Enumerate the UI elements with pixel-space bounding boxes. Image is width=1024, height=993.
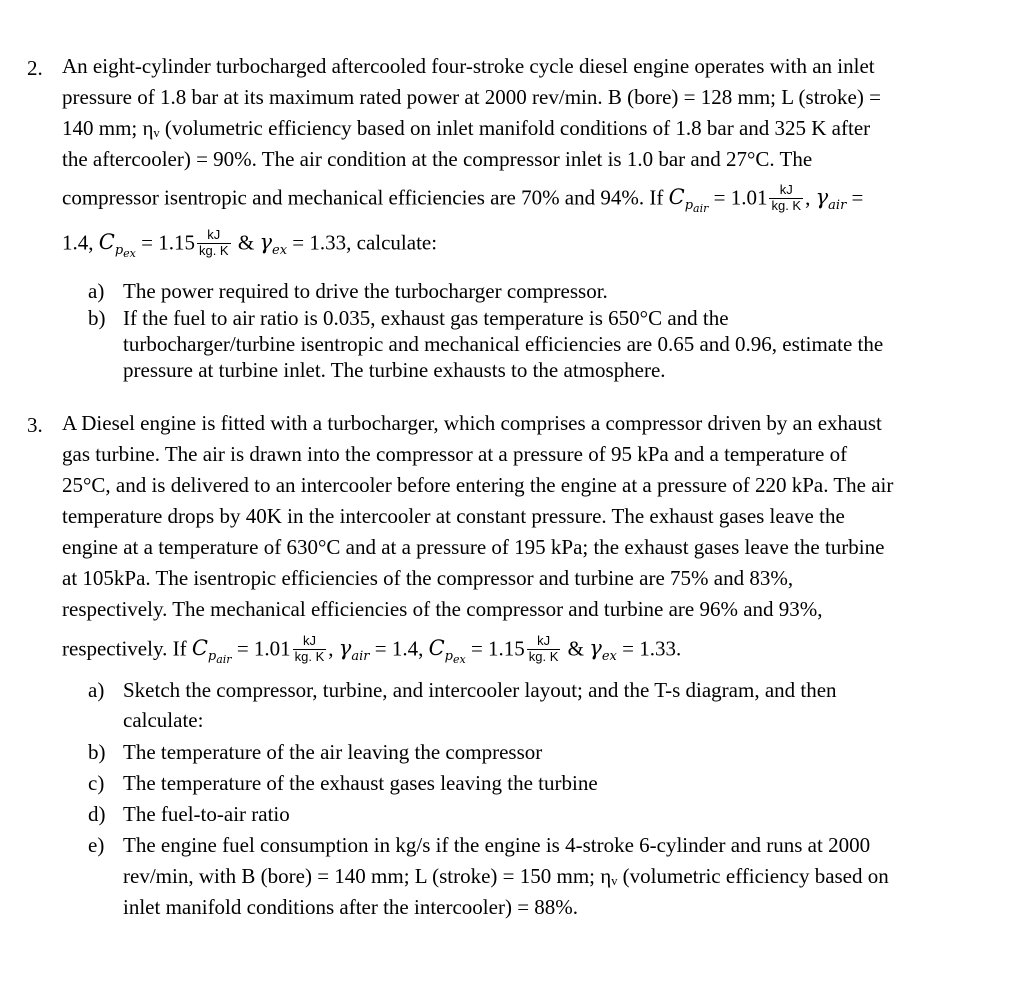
problem-2-line-4: the aftercooler) = 90%. The air condition at the compressor inlet is 1.0 bar and 27°C. The — [62, 147, 813, 171]
problem-2-part-b-label: b) — [88, 306, 106, 330]
unit-fraction-kj-kgk-2: $\frac{kJ}{kg. K}$ — [198, 227, 229, 258]
problem-3-line-5: engine at a temperature of 630°C and at a pressure of 195 kPa; the exhaust gases leave the turbine — [62, 535, 885, 559]
problem-3-line-4: temperature drops by 40K in the intercooler at constant pressure. The exhaust gases leave the — [62, 504, 845, 528]
unit-fraction-kj-kgk: $\frac{kJ}{kg. K}$ — [771, 182, 802, 213]
problem-3-part-e-line-3: inlet manifold conditions after the intercooler) = 88%. — [123, 895, 579, 919]
gamma-air-eq: = — [846, 185, 864, 210]
problem-3-part-b-label: b) — [88, 740, 106, 764]
problem-3-part-a-line-1: Sketch the compressor, turbine, and intercooler layout; and the T-s diagram, and then — [123, 678, 837, 702]
problem-2-part-a-line-1: The power required to drive the turbocharger compressor. — [123, 279, 608, 303]
problem-3-number: 3. — [27, 413, 43, 437]
cp-air-value: = 1.01 — [708, 185, 768, 210]
problem-2-part-b-line-1: If the fuel to air ratio is 0.035, exhaust gas temperature is 650°C and the — [123, 306, 729, 330]
unit-fraction-kj-kgk-3: $\frac{kJ}{kg. K}$ — [294, 633, 325, 664]
problem-3-part-c-label: c) — [88, 771, 105, 795]
cp-air-symbol: $C_{p_{air}}$ — [668, 185, 709, 216]
unit-fraction-kj-kgk-4: $\frac{kJ}{kg. K}$ — [528, 633, 559, 664]
problem-2-line-3: 140 mm; ηᵥ (volumetric efficiency based on inlet manifold conditions of 1.8 bar and 325 K after — [62, 116, 871, 140]
problem-2-line-6: 1.4, $C_{p_{ex}} = 1.15$ $\frac{kJ}{kg. K}$ & $\gamma_{ex} = 1.33$, calculate: — [62, 227, 438, 261]
problem-3-part-b-line-1: The temperature of the air leaving the compressor — [123, 740, 543, 764]
problem-2-line-2: pressure of 1.8 bar at its maximum rated power at 2000 rev/min. B (bore) = 128 mm; L (stroke) = — [62, 85, 881, 109]
problem-3-part-e-line-1: The engine fuel consumption in kg/s if the engine is 4-stroke 6-cylinder and runs at 2000 — [123, 833, 871, 857]
problem-3-part-a-line-2: calculate: — [123, 708, 204, 732]
problem-2-line-1: An eight-cylinder turbocharged aftercooled four-stroke cycle diesel engine operates with an inlet — [62, 54, 875, 78]
cp-ex-symbol-3: $C_{p_{ex}}$ — [428, 636, 466, 667]
problem-3-line-6: at 105kPa. The isentropic efficiencies of the compressor and turbine are 75% and 83%, — [62, 566, 794, 590]
problem-2-part-b-line-2: turbocharger/turbine isentropic and mechanical efficiencies are 0.65 and 0.96, estimate the — [123, 332, 884, 356]
problem-3-part-c-line-1: The temperature of the exhaust gases leaving the turbine — [123, 771, 598, 795]
problem-3-line-7: respectively. The mechanical efficiencies of the compressor and turbine are 96% and 93%, — [62, 597, 823, 621]
problem-3-part-e-line-2: rev/min, with B (bore) = 140 mm; L (stroke) = 150 mm; ηᵥ (volumetric efficiency based on — [123, 864, 889, 888]
problem-3-line-1: A Diesel engine is fitted with a turbocharger, which comprises a compressor driven by an exhaust — [62, 411, 882, 435]
problem-3-part-a-label: a) — [88, 678, 105, 702]
problem-2-line-5: compressor isentropic and mechanical efficiencies are 70% and 94%. If $C_{p_{air}} = 1.01$ $\frac{kJ}{kg. K}$ , $\gamma_{air}$ = — [62, 182, 864, 216]
cp-air-symbol-3: $C_{p_{air}}$ — [191, 636, 232, 667]
problem-3-line-2: gas turbine. The air is drawn into the compressor at a pressure of 95 kPa and a temperature of — [62, 442, 848, 466]
cp-ex-symbol: $C_{p_{ex}}$ — [98, 230, 136, 261]
problem-3-part-d-line-1: The fuel-to-air ratio — [123, 802, 290, 826]
problem-2-part-b-line-3: pressure at turbine inlet. The turbine exhausts to the atmosphere. — [123, 358, 666, 382]
problem-3-part-d-label: d) — [88, 802, 106, 826]
gamma-air-symbol-3: $\gamma_{air}$ — [338, 636, 370, 665]
cp-ex-value: = 1.15 — [135, 230, 195, 255]
problem-2-part-a-label: a) — [88, 279, 105, 303]
gamma-ex-symbol-3: $\gamma_{ex}$ — [589, 636, 617, 665]
problem-2-number: 2. — [27, 56, 43, 80]
problem-3-line-3: 25°C, and is delivered to an intercooler before entering the engine at a pressure of 220 kPa. The air — [62, 473, 894, 497]
problem-2-line-5-text: compressor isentropic and mechanical efficiencies are 70% and 94%. If — [62, 185, 669, 210]
gamma-ex-symbol: $\gamma_{ex}$ — [259, 230, 288, 259]
problem-3-part-e-label: e) — [88, 833, 105, 857]
gamma-air-symbol: $\gamma_{air}$ — [815, 185, 847, 214]
problem-3-line-8: respectively. If $C_{p_{air}} = 1.01$ $\frac{kJ}{kg. K}$ , $\gamma_{air} = 1.4$, $C_{p_{ex}} = 1.15$ $\frac{kJ}{kg. K}$ & $\gamma_{ex} = 1.33$. — [62, 633, 682, 667]
